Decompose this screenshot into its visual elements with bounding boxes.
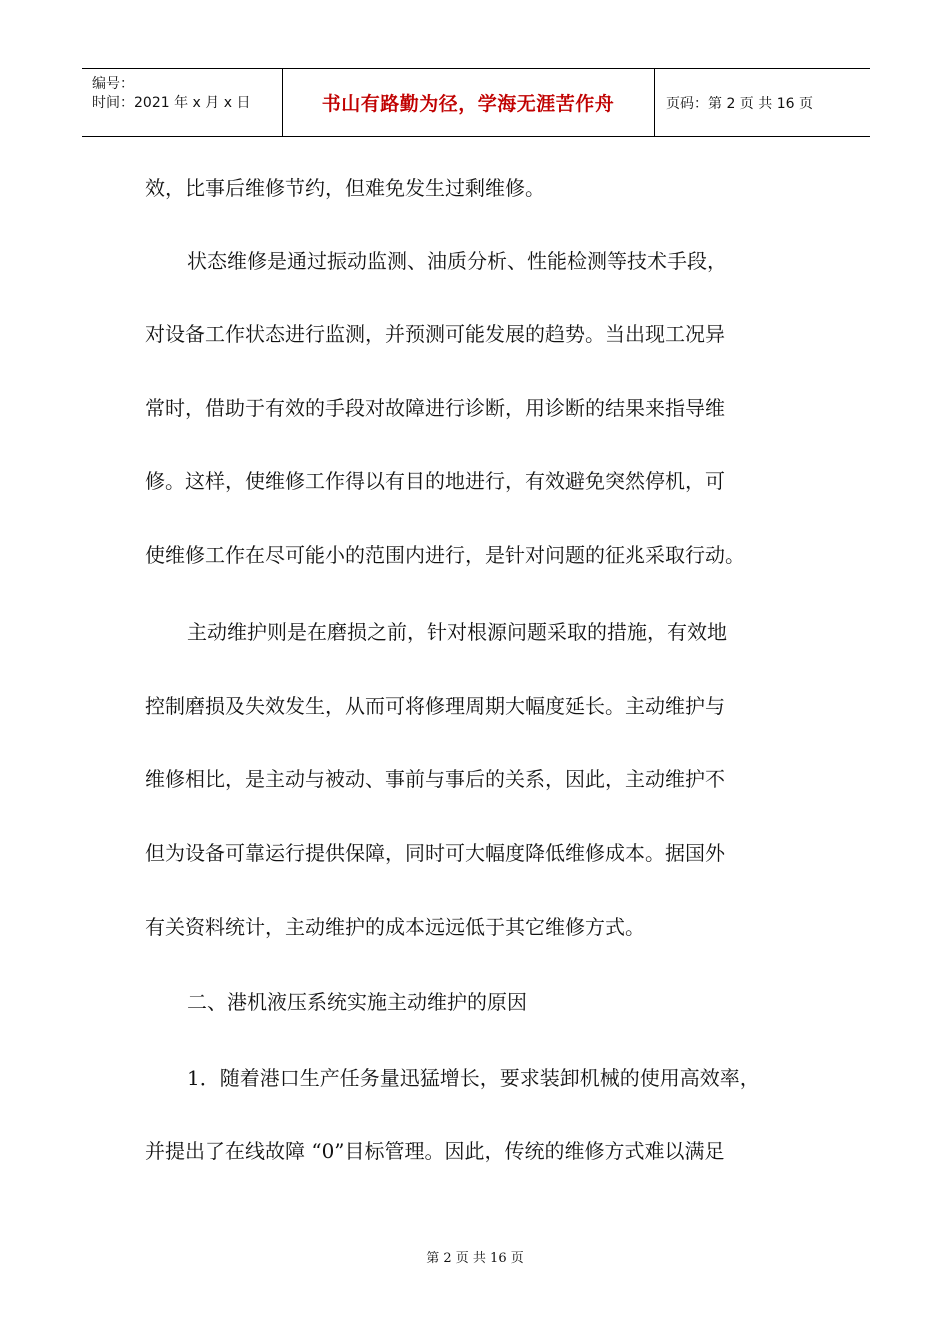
body-line: 维修相比，是主动与被动、事前与事后的关系，因此，主动维护不 — [145, 767, 725, 791]
header-page-number: 页码：第 2 页 共 16 页 — [666, 95, 813, 112]
header-page-cell — [654, 69, 870, 136]
page-header — [82, 68, 870, 137]
section-heading: 二、港机液压系统实施主动维护的原因 — [187, 990, 527, 1014]
body-line: 对设备工作状态进行监测，并预测可能发展的趋势。当出现工况异 — [145, 322, 725, 346]
body-line: 1．随着港口生产任务量迅猛增长，要求装卸机械的使用高效率， — [187, 1066, 760, 1090]
body-line: 状态维修是通过振动监测、油质分析、性能检测等技术手段， — [187, 249, 727, 273]
body-line: 使维修工作在尽可能小的范围内进行，是针对问题的征兆采取行动。 — [145, 543, 745, 567]
body-line: 但为设备可靠运行提供保障，同时可大幅度降低维修成本。据国外 — [145, 841, 725, 865]
header-info-cell — [82, 69, 283, 136]
body-line: 主动维护则是在磨损之前，针对根源问题采取的措施，有效地 — [187, 620, 727, 644]
document-time-label: 时间：2021 年 x 月 x 日 — [92, 95, 251, 111]
document-number-label: 编号： — [92, 76, 134, 92]
body-line: 控制磨损及失效发生，从而可将修理周期大幅度延长。主动维护与 — [145, 694, 725, 718]
body-line: 常时，借助于有效的手段对故障进行诊断，用诊断的结果来指导维 — [145, 396, 725, 420]
body-line: 修。这样，使维修工作得以有目的地进行，有效避免突然停机，可 — [145, 469, 725, 493]
body-line: 有关资料统计，主动维护的成本远远低于其它维修方式。 — [145, 915, 645, 939]
body-line: 并提出了在线故障 “0”目标管理。因此，传统的维修方式难以满足 — [145, 1139, 725, 1163]
body-line: 效，比事后维修节约，但难免发生过剩维修。 — [145, 176, 545, 200]
header-motto: 书山有路勤为径，学海无涯苦作舟 — [321, 93, 615, 115]
header-motto-cell — [282, 69, 655, 136]
page-footer: 第 2 页 共 16 页 — [426, 1251, 524, 1266]
